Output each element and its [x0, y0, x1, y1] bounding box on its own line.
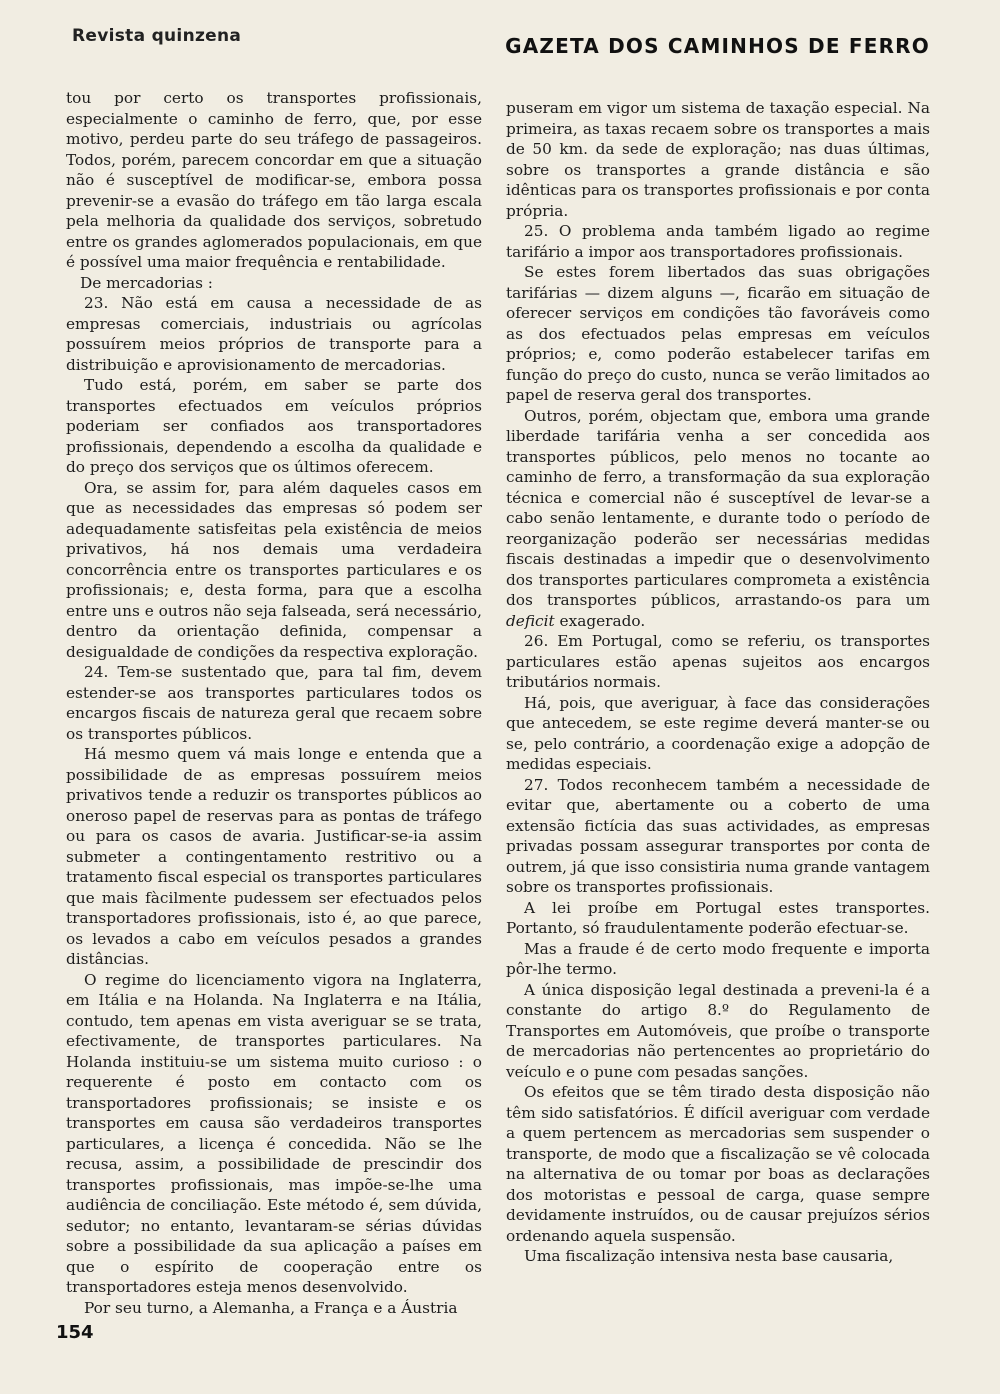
paragraph: Os efeitos que se têm tirado desta disposição não têm sido satisfatórios. É difícil averiguar com verdade a quem pertencem as mercadorias sem suspender o transporte, de modo que a fiscalização se vê colocada na alternativa de ou tomar por boas as declarações dos motoristas e pessoal de carga, quase sempre devidamente instruídos, ou de causar prejuízos sérios ordenando aquela suspensão.	[506, 1083, 930, 1245]
paragraph: 24. Tem-se sustentado que, para tal fim, devem estender-se aos transportes particulares todos os encargos fiscais de natureza geral que recaem sobre os transportes públicos.	[66, 663, 482, 743]
paragraph: 23. Não está em causa a necessidade de as empresas comerciais, industriais ou agrícolas possuírem meios próprios de transporte para a distribuição e aprovisionamento de mercadorias.	[66, 294, 482, 374]
paragraph: Por seu turno, a Alemanha, a França e a Áustria	[84, 1298, 458, 1317]
paragraph: Uma fiscalização intensiva nesta base causaria,	[524, 1247, 894, 1265]
section-label: De mercadorias :	[80, 273, 213, 292]
paragraph: O regime do licenciamento vigora na Inglaterra, em Itália e na Holanda. Na Inglaterra e na Itália, contudo, tem apenas em vista averiguar se se trata, efectivamente, de transportes particulares. Na Holanda instituiu-se um sistema muito curioso : o requerente é posto em contacto com os transportadores profissionais; se insiste e os transportes em causa são verdadeiros transportes particulares, a licença é concedida. Não se lhe recusa, assim, a possibilidade de prescindir dos transportes profissionais, mas impõe-se-lhe uma audiência de conciliação. Este método é, sem dúvida, sedutor; no entanto, levantaram-se sérias dúvidas sobre a possibilidade da sua aplicação a países em que o espírito de cooperação entre os transportadores esteja menos desenvolvido.	[66, 970, 482, 1296]
paragraph: A lei proíbe em Portugal estes transportes. Portanto, só fraudulentamente poderão efectuar-se.	[506, 898, 930, 937]
paragraph: 25. O problema anda também ligado ao regime tarifário a impor aos transportadores profissionais.	[506, 222, 930, 261]
paragraph: Ora, se assim for, para além daqueles casos em que as necessidades das empresas só podem ser adequadamente satisfeitas pela existência de meios privativos, há nos demais uma verdadeira concorrência entre os transportes particulares e os profissionais; e, desta forma, para que a escolha entre uns e outros não seja falseada, será necessário, dentro da orientação definida, compensar a desigualdade de condições da respectiva exploração.	[66, 478, 482, 661]
paragraph: 26. Em Portugal, como se referiu, os transportes particulares estão apenas sujeitos aos encargos tributários normais.	[506, 632, 930, 691]
page-number: 154	[56, 1322, 94, 1343]
paragraph-text: Outros, porém, objectam que, embora uma grande liberdade tarifária venha a ser concedida aos transportes públicos, pelo menos no tocante ao caminho de ferro, a transformação da sua exploração técnica e comercial não é susceptível de levar-se a cabo senão lentamente, e durante todo o período de reorganização poderão ser necessárias medidas fiscais destinadas a impedir que o desenvolvimento dos transportes particulares comprometa a existência dos transportes públicos, arrastando-os para um	[506, 406, 930, 609]
paragraph: A única disposição legal destinada a preveni-la é a constante do artigo 8.º do Regulamento de Transportes em Automóveis, que proíbe o transporte de mercadorias não pertencentes ao proprietário do veículo e o pune com pesadas sanções.	[506, 980, 930, 1081]
paragraph: puseram em vigor um sistema de taxação especial. Na primeira, as taxas recaem sobre os transportes a mais de 50 km. da sede de exploração; nas duas últimas, sobre os transportes a grande distância e são idênticas para os transportes profissionais e por conta própria.	[506, 99, 930, 220]
paragraph-text: exagerado.	[559, 611, 646, 630]
paragraph: Se estes forem libertados das suas obrigações tarifárias — dizem alguns —, ficarão em situação de oferecer serviços em condições tão favoráveis como as dos efectuados pelas empresas em veículos próprios; e, como poderão estabelecer tarifas em função do preço do custo, nunca se verão limitados ao papel de reserva geral dos transportes.	[506, 263, 930, 404]
paragraph: 27. Todos reconhecem também a necessidade de evitar que, abertamente ou a coberto de uma extensão fictícia das suas actividades, as empresas privadas possam assegurar transportes por conta de outrem, já que isso consistiria numa grande vantagem sobre os transportes profissionais.	[506, 775, 930, 896]
paragraph: Há mesmo quem vá mais longe e entenda que a possibilidade de as empresas possuírem meios privativos tende a reduzir os transportes públicos ao oneroso papel de reservas para as pontas de tráfego ou para os casos de avaria. Justificar-se-ia assim submeter a contingentamento restritivo ou a tratamento fiscal especial os transportes particulares que mais fàcilmente pudessem ser efectuados pelos transportadores profissionais, isto é, ao que parece, os levados a cabo em veículos pesados a grandes distâncias.	[66, 745, 482, 968]
running-header-left: Revista quinzena	[72, 26, 242, 46]
left-column	[66, 88, 482, 1318]
paragraph: Há, pois, que averiguar, à face das considerações que antecedem, se este regime deverá manter-se ou se, pelo contrário, a coordenação exige a adopção de medidas especiais.	[506, 693, 930, 773]
journal-title: GAZETA DOS CAMINHOS DE FERRO	[505, 34, 930, 58]
paragraph: Tudo está, porém, em saber se parte dos transportes efectuados em veículos próprios poderiam ser confiados aos transportadores profissionais, dependendo a escolha da qualidade e do preço dos serviços que os últimos oferecem.	[66, 376, 482, 476]
paragraph: Mas a fraude é de certo modo frequente e importa pôr-lhe termo.	[506, 939, 930, 978]
paragraph: tou por certo os transportes profissionais, especialmente o caminho de ferro, que, por esse motivo, perdeu parte do seu tráfego de passageiros. Todos, porém, parecem concordar em que a situação não é susceptível de modificar-se, embora possa prevenir-se a evasão do tráfego em tão larga escala pela melhoria da qualidade dos serviços, sobretudo entre os grandes aglomerados populacionais, em que é possível uma maior frequência e rentabilidade.	[66, 89, 482, 271]
right-column	[506, 98, 930, 1267]
paragraph	[506, 406, 930, 632]
italic-term: deficit	[506, 611, 555, 630]
